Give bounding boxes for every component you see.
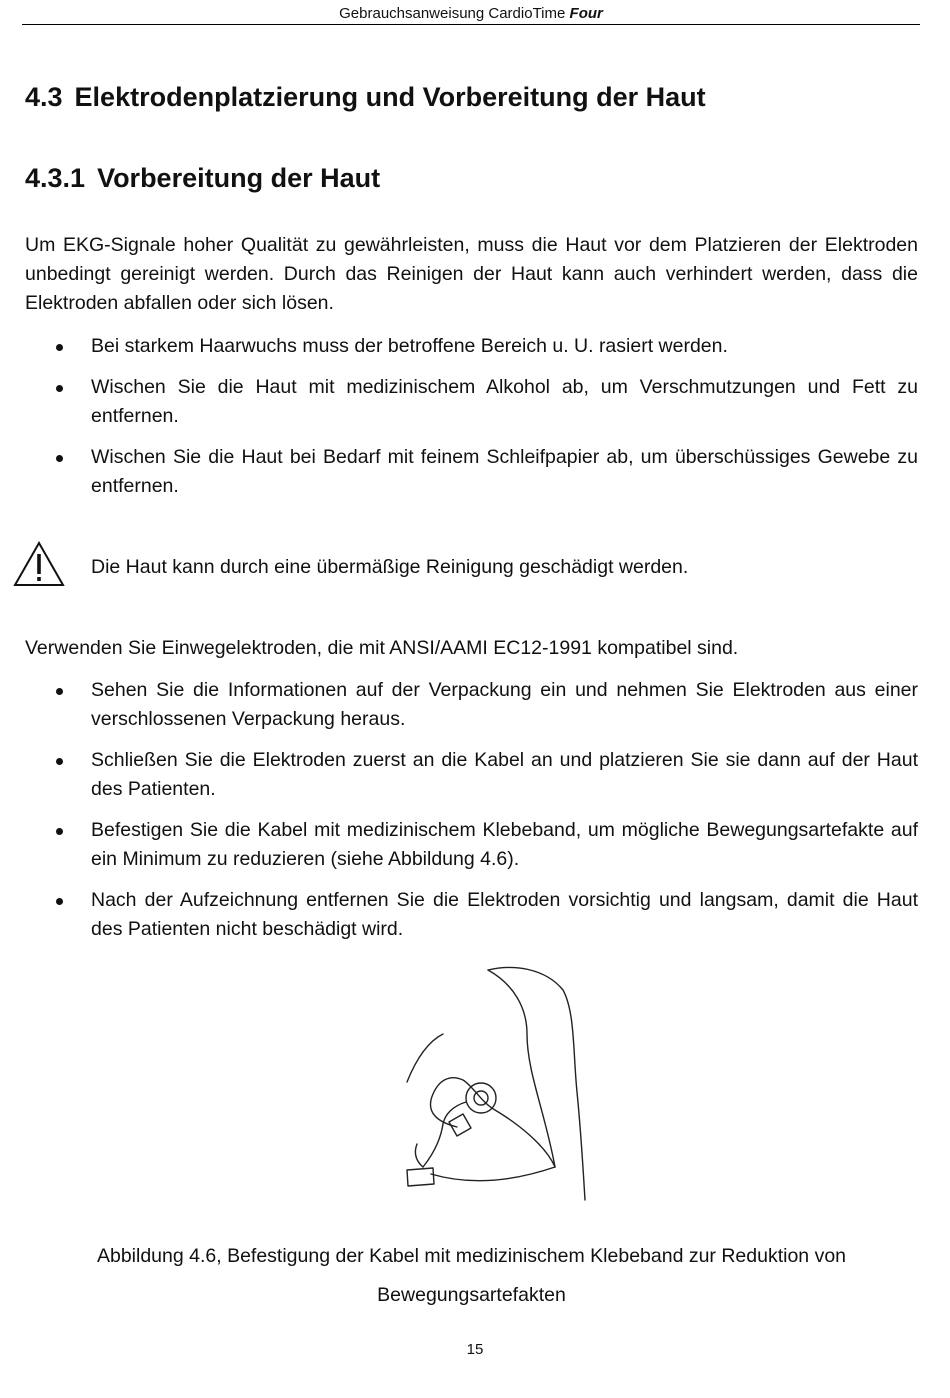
list-item-text: Bei starkem Haarwuchs muss der betroffene Bereich u. U. rasiert werden. [91, 335, 728, 357]
bullet-icon [56, 758, 63, 765]
figure-caption-line-1: Abbildung 4.6, Befestigung der Kabel mit medizinischem Klebeband zur Reduktion von [96, 1245, 847, 1267]
list-item-text: Nach der Aufzeichnung entfernen Sie die Elektroden vorsichtig und langsam, damit die Haut des Patienten nicht beschädigt wird. [91, 889, 918, 940]
list-item-text: Schließen Sie die Elektroden zuerst an die Kabel an und platzieren Sie sie dann auf der Haut des Patienten. [91, 749, 918, 800]
list-item [0, 816, 918, 874]
page-number: 15 [466, 1341, 484, 1358]
figure-caption-line-2: Bewegungsartefakten [377, 1284, 566, 1306]
list-item [0, 746, 918, 804]
section-number: 4.3 [25, 82, 63, 112]
bullet-icon [56, 455, 63, 462]
page-header [22, 4, 920, 25]
warning-triangle-icon [12, 540, 66, 588]
skin-prep-list [0, 332, 918, 501]
bullet-icon [56, 828, 63, 835]
list-item [0, 676, 918, 734]
list-item [0, 443, 918, 501]
intro-paragraph: Um EKG-Signale hoher Qualität zu gewährleisten, muss die Haut vor dem Platzieren der Elektroden unbedingt gereinigt werden. Durch das Reinigen der Haut kann auch verhindert werden, dass die Elektroden abfallen oder sich lösen. [25, 234, 918, 314]
warning-text: Die Haut kann durch eine übermäßige Reinigung geschädigt werden. [91, 556, 689, 578]
bullet-icon [56, 344, 63, 351]
electrode-list [0, 676, 918, 944]
list-item-text: Wischen Sie die Haut bei Bedarf mit feinem Schleifpapier ab, um überschüssiges Gewebe zu entfernen. [91, 446, 918, 497]
bullet-icon [56, 385, 63, 392]
section-title: Elektrodenplatzierung und Vorbereitung der Haut [74, 82, 706, 112]
bullet-icon [56, 688, 63, 695]
electrode-paragraph: Verwenden Sie Einwegelektroden, die mit ANSI/AAMI EC12-1991 kompatibel sind. [25, 637, 739, 659]
list-item [0, 332, 918, 361]
header-brand-emphasis: Four [569, 5, 603, 22]
header-title: Gebrauchsanweisung CardioTime [339, 5, 566, 22]
list-item [0, 886, 918, 944]
list-item-text: Befestigen Sie die Kabel mit medizinischem Klebeband, um mögliche Bewegungsartefakte auf ein Minimum zu reduzieren (siehe Abbildung 4.6). [91, 819, 918, 870]
list-item [0, 373, 918, 431]
subsection-title: Vorbereitung der Haut [97, 163, 381, 193]
section-heading [25, 82, 706, 113]
list-item-text: Wischen Sie die Haut mit medizinischem Alkohol ab, um Verschmutzungen und Fett zu entfernen. [91, 376, 918, 427]
list-item-text: Sehen Sie die Informationen auf der Verpackung ein und nehmen Sie Elektroden aus einer verschlossenen Verpackung heraus. [91, 679, 918, 730]
electrode-taping-illustration [395, 962, 595, 1207]
bullet-icon [56, 898, 63, 905]
subsection-heading [25, 163, 380, 194]
subsection-number: 4.3.1 [25, 163, 86, 193]
